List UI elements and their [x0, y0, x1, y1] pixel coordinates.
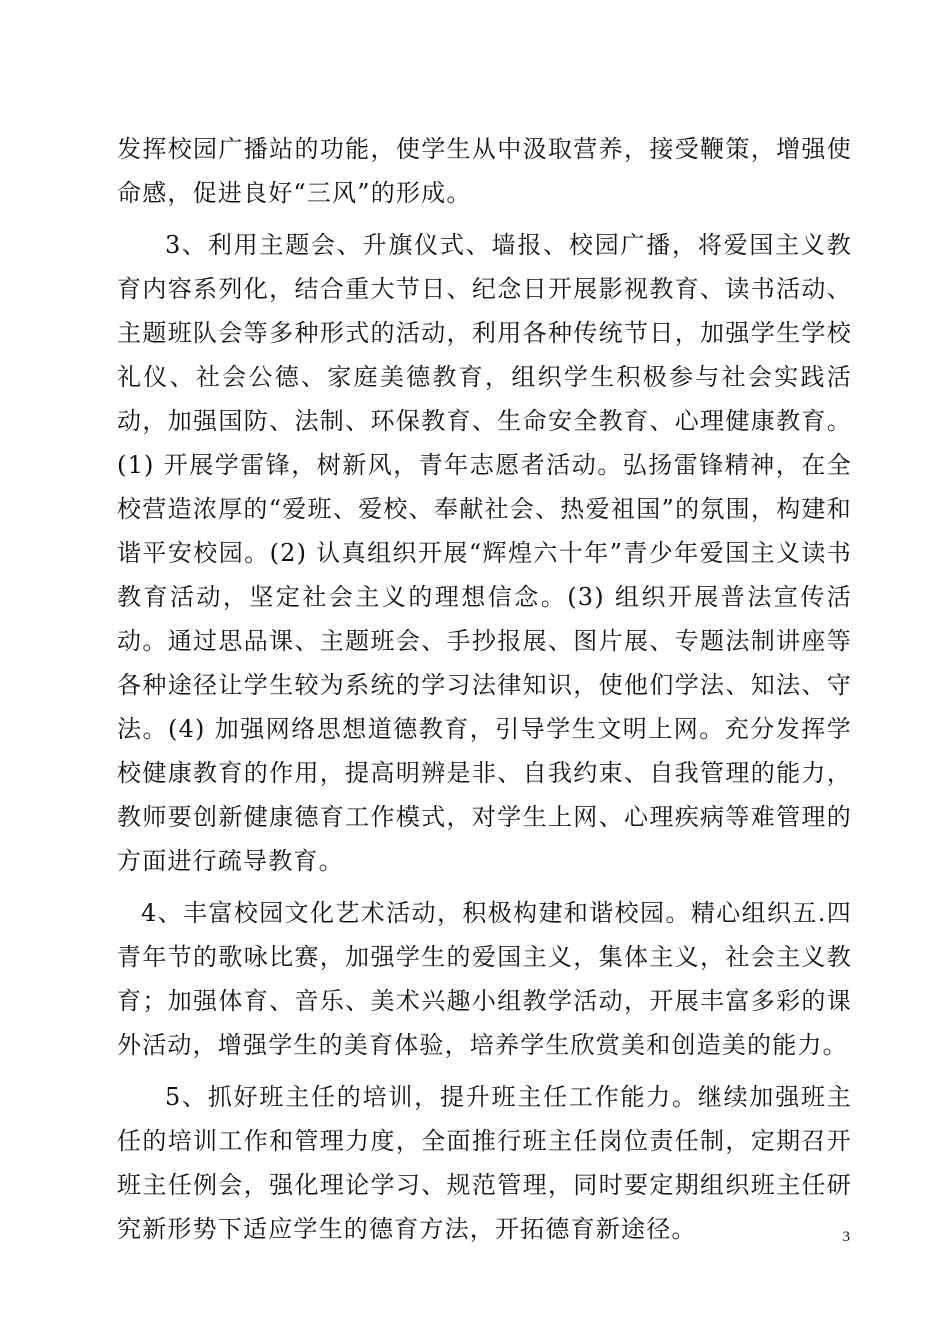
paragraph-broadcast-station: 发挥校园广播站的功能，使学生从中汲取营养，接受鞭策，增强使命感，促进良好“三风”的形成。 [117, 135, 852, 207]
paragraph-item-5-class-teacher-training: 5、抓好班主任的培训，提升班主任工作能力。继续加强班主任的培训工作和管理力度，全面推行班主任岗位责任制，定期召开班主任例会，强化理论学习、规范管理，同时要定期组织班主任研究新形势下适应学生的德育方法，开拓德育新途径。 [117, 1083, 852, 1243]
page-number: 3 [842, 1229, 850, 1245]
paragraph-item-3-patriotic-education: 3、利用主题会、升旗仪式、墙报、校园广播，将爱国主义教育内容系列化，结合重大节日、纪念日开展影视教育、读书活动、主题班队会等多种形式的活动，利用各种传统节日，加强学生学校礼仪、社会公德、家庭美德教育，组织学生积极参与社会实践活动，加强国防、法制、环保教育、生命安全教育、心理健康教育。(1) 开展学雷锋，树新风，青年志愿者活动。弘扬雷锋精神，在全校营造浓厚的“爱班、爱校、奉献社会、热爱祖国”的氛围，构建和谐平安校园。(2) 认真组织开展“辉煌六十年”青少年爱国主义读书教育活动，坚定社会主义的理想信念。(3) 组织开展普法宣传活动。通过思品课、主题班会、手抄报展、图片展、专题法制讲座等各种途径让学生较为系统的学习法律知识，使他们学法、知法、守法。(4) 加强网络思想道德教育，引导学生文明上网。充分发挥学校健康教育的作用，提高明辨是非、自我约束、自我管理的能力，教师要创新健康德育工作模式，对学生上网、心理疾病等难管理的方面进行疏导教育。 [117, 231, 852, 875]
paragraph-item-4-campus-culture: 4、丰富校园文化艺术活动，积极构建和谐校园。精心组织五.四青年节的歌咏比赛，加强学生的爱国主义，集体主义，社会主义教育；加强体育、音乐、美术兴趣小组教学活动，开展丰富多彩的课外活动，增强学生的美育体验，培养学生欣赏美和创造美的能力。 [117, 899, 852, 1059]
document-body [117, 127, 852, 1259]
